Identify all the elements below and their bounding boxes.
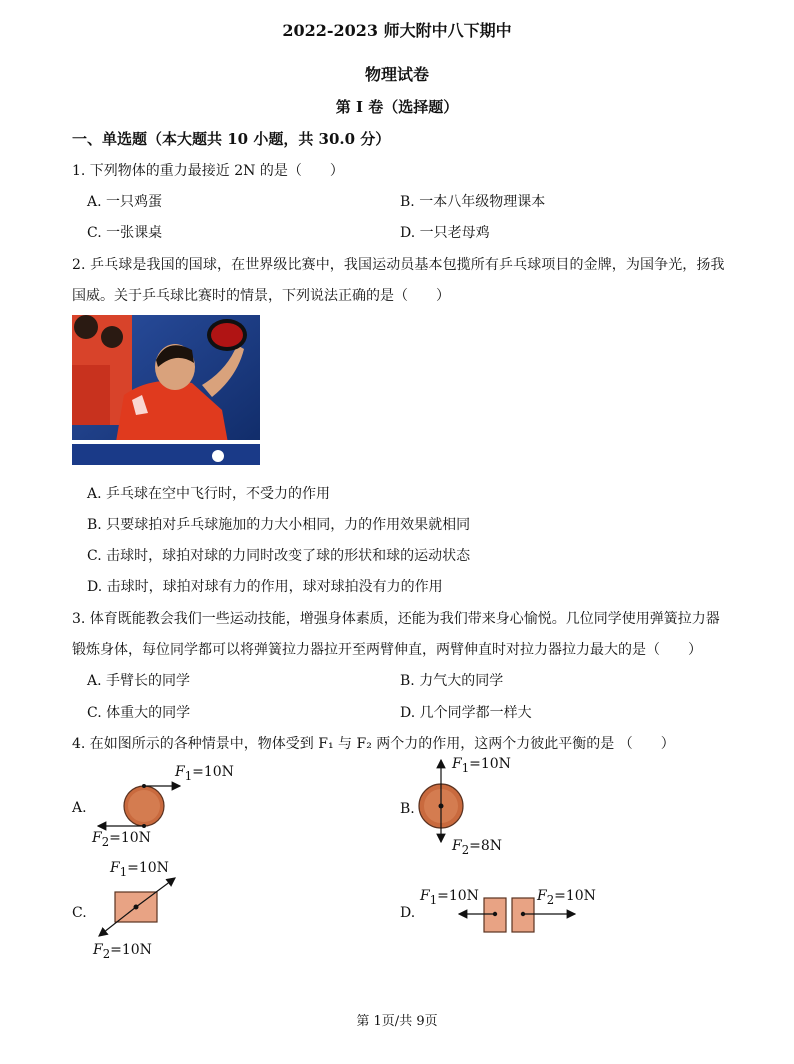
exam-subtitle: 物理试卷 (364, 65, 429, 84)
q2-option-d[interactable]: D. 击球时，球拍对球有力的作用，球对球拍没有力的作用 (87, 579, 443, 595)
table-tennis-photo (72, 315, 260, 465)
figure-d-f1-label: $F_1=10N$ (420, 888, 479, 907)
q4-option-d-label[interactable]: D. (400, 905, 416, 921)
exam-title: 2022-2023 师大附中八下期中 (282, 21, 512, 40)
q2-stem-line1: 2. 乒乓球是我国的国球，在世界级比赛中，我国运动员基本包揽所有乒乓球项目的金牌，为国争光，扬我 (72, 257, 725, 273)
figure-c (95, 872, 185, 944)
figure-b-f2-label: $F_2=8N$ (452, 838, 503, 857)
q2-option-a[interactable]: A. 乒乓球在空中飞行时，不受力的作用 (87, 486, 331, 502)
q1-option-b[interactable]: B. 一本八年级物理课本 (400, 194, 546, 210)
q3-option-d[interactable]: D. 几个同学都一样大 (400, 705, 532, 721)
figure-a-f2-label: $F_2=10N$ (92, 830, 151, 849)
q2-option-c[interactable]: C. 击球时，球拍对球的力同时改变了球的形状和球的运动状态 (87, 548, 471, 564)
section-heading: 一、单选题（本大题共 10 小题，共 30.0 分） (72, 130, 391, 148)
page-footer: 第 1页/共 9页 (356, 1014, 438, 1029)
q3-option-c[interactable]: C. 体重大的同学 (87, 705, 191, 721)
q1-option-d[interactable]: D. 一只老母鸡 (400, 225, 490, 241)
q3-option-a[interactable]: A. 手臂长的同学 (87, 673, 191, 689)
q3-stem-line1: 3. 体育既能教会我们一些运动技能，增强身体素质，还能为我们带来身心愉悦。几位同学使用弹簧拉力器 (72, 611, 720, 627)
figure-a-f1-label: $F_1=10N$ (175, 764, 234, 783)
q2-option-b[interactable]: B. 只要球拍对乒乓球施加的力大小相同，力的作用效果就相同 (87, 517, 471, 533)
q2-stem-line2: 国威。关于乒乓球比赛时的情景，下列说法正确的是（ ） (72, 288, 450, 304)
figure-c-f2-label: $F_2=10N$ (93, 942, 152, 961)
figure-b-f1-label: $F_1=10N$ (452, 756, 511, 775)
q1-option-a[interactable]: A. 一只鸡蛋 (87, 194, 163, 210)
q4-option-c-label[interactable]: C. (72, 905, 87, 921)
q1-stem: 1. 下列物体的重力最接近 2N 的是（ ） (72, 163, 344, 179)
figure-d-f2-label: $F_2=10N$ (537, 888, 596, 907)
part-heading: 第 I 卷（选择题） (335, 98, 459, 116)
q4-stem: 4. 在如图所示的各种情景中，物体受到 F₁ 与 F₂ 两个力的作用，这两个力彼此平衡的是 （ ） (72, 736, 675, 752)
q3-option-b[interactable]: B. 力气大的同学 (400, 673, 504, 689)
figure-c-f1-label: $F_1=10N$ (110, 860, 169, 879)
q1-option-c[interactable]: C. 一张课桌 (87, 225, 163, 241)
q4-option-a-label[interactable]: A. (72, 800, 87, 816)
q4-option-b-label[interactable]: B. (400, 801, 415, 817)
q3-stem-line2: 锻炼身体，每位同学都可以将弹簧拉力器拉开至两臂伸直，两臂伸直时对拉力器拉力最大的是（ ） (72, 642, 702, 658)
